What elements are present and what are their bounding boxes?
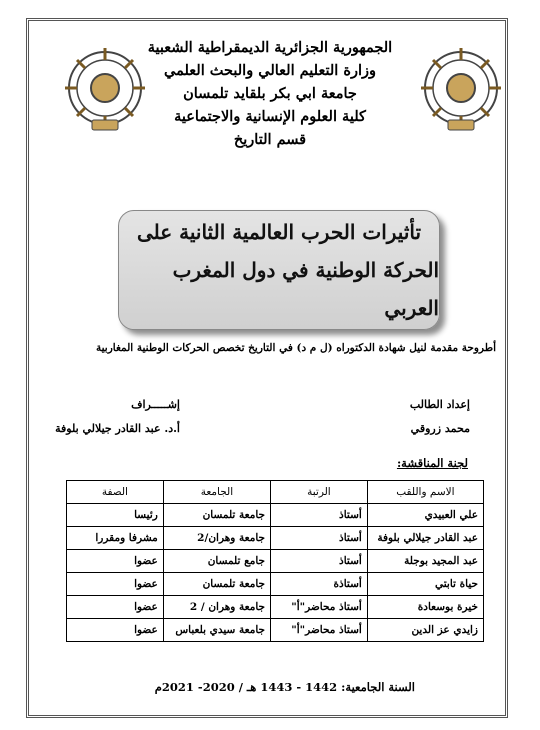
- committee-header-row: [67, 481, 484, 504]
- member-university: جامعة وهران/2: [163, 527, 270, 550]
- table-row: [67, 527, 484, 550]
- member-rank: أستاذ محاضر"أ": [271, 619, 368, 642]
- member-name: علي العبيدي: [367, 504, 483, 527]
- ministry-name: وزارة التعليم العالي والبحث العلمي: [164, 62, 376, 79]
- table-row: [67, 573, 484, 596]
- member-role: رئيسا: [67, 504, 164, 527]
- member-university: جامعة تلمسان: [163, 573, 270, 596]
- committee-table: [66, 480, 484, 642]
- department-name: قسم التاريخ: [233, 131, 307, 148]
- member-name: عبد القادر جيلالي بلوفة: [367, 527, 483, 550]
- university-name: جامعة ابي بكر بلقايد تلمسان: [183, 85, 357, 102]
- student-block: [410, 393, 470, 441]
- student-label: إعداد الطالب: [409, 398, 470, 411]
- thesis-subtitle: أطروحة مقدمة لنيل شهادة الدكتوراه (ل م د) في التاريخ تخصص الحركات الوطنية المغاربية: [95, 342, 496, 354]
- header-name: الاسم واللقب: [367, 481, 483, 504]
- header-rank: الرتبة: [271, 481, 368, 504]
- university-logo-right: [418, 42, 504, 138]
- member-university: جامعة وهران / 2: [163, 596, 270, 619]
- table-row: [67, 619, 484, 642]
- student-name: محمد زروقي: [410, 422, 470, 435]
- thesis-title-line1: تأثيرات الحرب العالمية الثانية على: [136, 220, 422, 244]
- member-university: جامع تلمسان: [163, 550, 270, 573]
- institution-header: [140, 36, 400, 151]
- member-name: حياة تابتي: [367, 573, 483, 596]
- member-name: خيرة بوسعادة: [367, 596, 483, 619]
- republic-name: الجمهورية الجزائرية الديمقراطية الشعبية: [147, 39, 393, 56]
- supervisor-name: أ.د. عبد القادر جيلالي بلوفة: [55, 422, 180, 435]
- member-rank: أستاذ: [271, 527, 368, 550]
- member-university: جامعة تلمسان: [163, 504, 270, 527]
- faculty-name: كلية العلوم الإنسانية والاجتماعية: [174, 108, 366, 125]
- table-row: [67, 596, 484, 619]
- university-logo-left: [62, 42, 148, 138]
- table-row: [67, 504, 484, 527]
- academic-year: السنة الجامعية: 1442 - 1443 هـ / 2020- 2021م: [154, 680, 415, 694]
- member-rank: أستاذة: [271, 573, 368, 596]
- member-role: عضوا: [67, 573, 164, 596]
- member-rank: أستاذ: [271, 550, 368, 573]
- member-role: عضوا: [67, 596, 164, 619]
- supervisor-block: [55, 393, 180, 441]
- member-name: عبد المجيد بوجلة: [367, 550, 483, 573]
- member-name: زايدي عز الدين: [367, 619, 483, 642]
- member-university: جامعة سيدي بلعباس: [163, 619, 270, 642]
- header-university: الجامعة: [163, 481, 270, 504]
- member-role: مشرفا ومقررا: [67, 527, 164, 550]
- thesis-title-box: [118, 210, 440, 330]
- member-rank: أستاذ محاضر"أ": [271, 596, 368, 619]
- table-row: [67, 550, 484, 573]
- member-rank: أستاذ: [271, 504, 368, 527]
- member-role: عضوا: [67, 550, 164, 573]
- member-role: عضوا: [67, 619, 164, 642]
- header-role: الصفة: [67, 481, 164, 504]
- supervisor-label: إشـــــراف: [131, 398, 180, 411]
- committee-label: لجنة المناقشة:: [396, 456, 468, 470]
- thesis-title-line2: الحركة الوطنية في دول المغرب العربي: [172, 258, 439, 320]
